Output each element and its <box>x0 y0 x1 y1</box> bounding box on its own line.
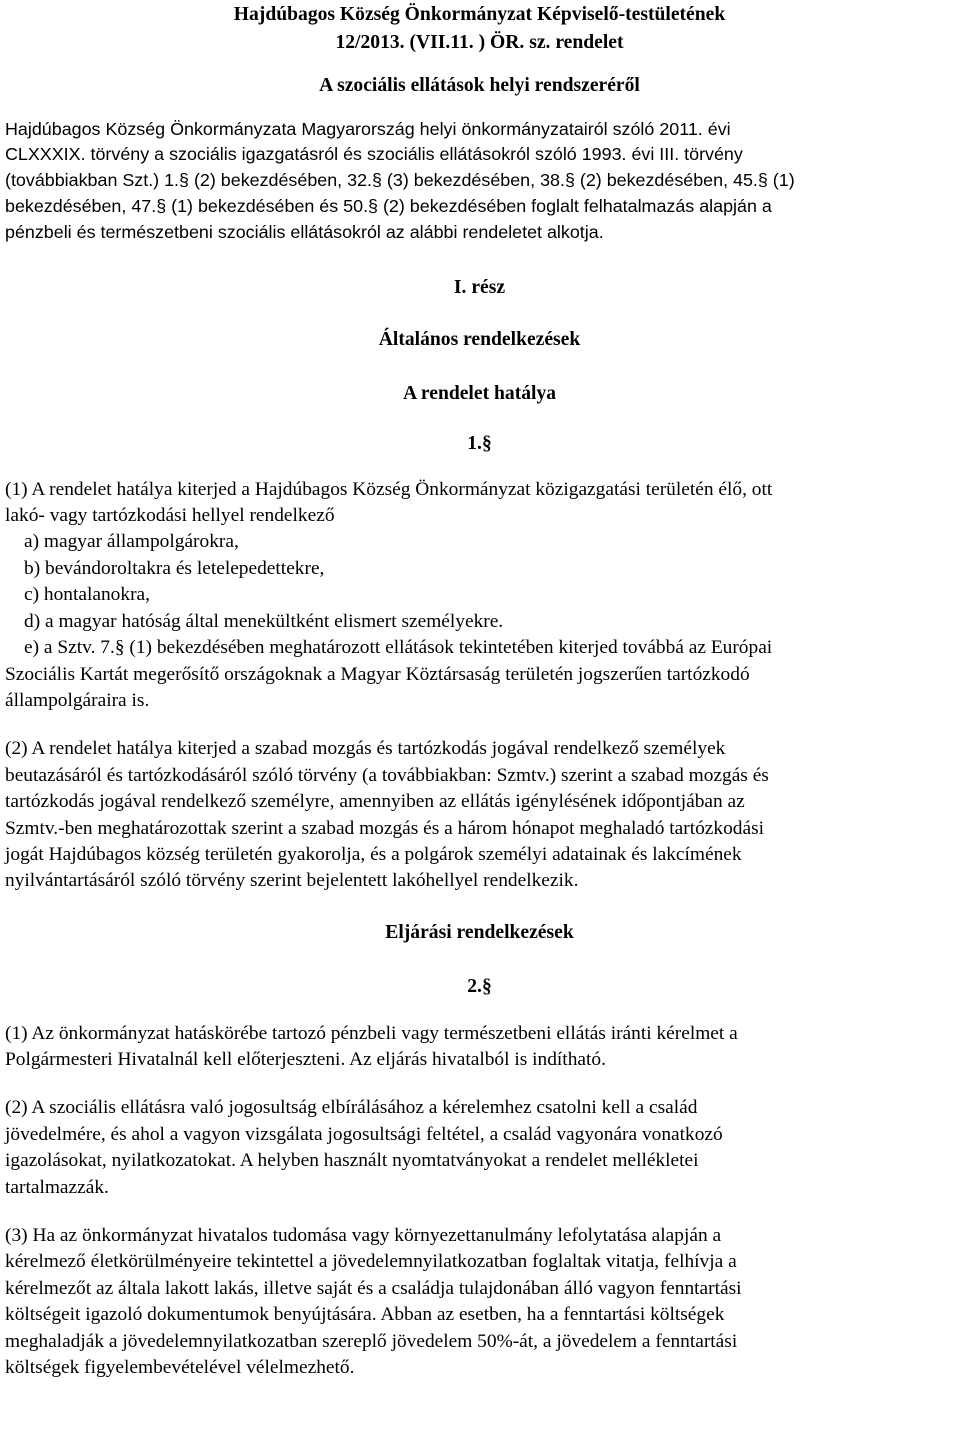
paragraph-line: költségeit igazoló dokumentumok benyújtására. Abban az esetben, ha a fenntartási költségek <box>5 1304 725 1326</box>
list-item: d) a magyar hatóság által menekültként elismert személyekre. <box>24 610 504 632</box>
paragraph-line: Szociális Kartát megerősítő országoknak a Magyar Köztársaság területén jogszerűen tartózkodó <box>5 663 750 685</box>
paragraph-line: tartózkodás jogával rendelkező személyre, amennyiben az ellátás igénylésének időpontjában az <box>5 791 745 813</box>
document-subject: A szociális ellátások helyi rendszeréről <box>319 75 640 96</box>
paragraph-line: beutazásáról és tartózkodásáról szóló törvény (a továbbiakban: Szmtv.) szerint a szabad mozgás és <box>5 764 769 786</box>
paragraph-line: nyilvántartásáról szóló törvény szerint bejelentett lakóhellyel rendelkezik. <box>5 870 579 892</box>
list-item: c) hontalanokra, <box>24 584 150 606</box>
paragraph-line: jogát Hajdúbagos község területén gyakorolja, és a polgárok személyi adatainak és lakcímének <box>5 843 742 865</box>
paragraph-line: költségek figyelembevételével vélelmezhető. <box>5 1357 355 1379</box>
preamble <box>5 117 954 247</box>
paragraph-line: kérelmezőt az általa lakott lakás, illetve saját és a családja tulajdonában álló vagyon fenntartási <box>5 1277 742 1299</box>
preamble-line: CLXXXIX. törvény a szociális igazgatásról és szociális ellátásokról szóló 1993. évi III. törvény <box>5 144 743 165</box>
paragraph-line: Szmtv.-ben meghatározottak szerint a szabad mozgás és a három hónapot meghaladó tartózkodási <box>5 817 765 839</box>
list-item: a) magyar állampolgárokra, <box>24 531 239 553</box>
preamble-line: (továbbiakban Szt.) 1.§ (2) bekezdésében, 32.§ (3) bekezdésében, 38.§ (2) bekezdésében, 45.§ (1) <box>5 170 795 191</box>
list-item: e) a Sztv. 7.§ (1) bekezdésében meghatározott ellátások tekintetében kiterjed továbbá az Európai <box>24 637 773 659</box>
paragraph <box>5 736 954 894</box>
document-title-line2: 12/2013. (VII.11. ) ÖR. sz. rendelet <box>335 31 624 53</box>
chapter-title: A rendelet hatálya <box>402 382 557 404</box>
preamble-line: Hajdúbagos Község Önkormányzata Magyarország helyi önkormányzatairól szóló 2011. évi <box>5 118 731 139</box>
paragraph-line: (1) A rendelet hatálya kiterjed a Hajdúbagos Község Önkormányzat közigazgatási területén élő, ott <box>5 478 773 500</box>
paragraph-line: jövedelmére, és ahol a vagyon vizsgálata jogosultsági feltétel, a család vagyonára vonatkozó <box>5 1123 723 1145</box>
paragraph-line: tartalmazzák. <box>5 1176 109 1198</box>
paragraph-line: állampolgáraira is. <box>5 689 150 711</box>
section-2-body <box>5 1021 954 1382</box>
paragraph <box>5 1223 954 1381</box>
document-title-line1: Hajdúbagos Község Önkormányzat Képviselő-testületének <box>233 4 726 25</box>
paragraph-line: Polgármesteri Hivatalnál kell előterjeszteni. Az eljárás hivatalból is indítható. <box>5 1048 606 1070</box>
paragraph-line: (2) A rendelet hatálya kiterjed a szabad mozgás és tartózkodás jogával rendelkező személyek <box>5 738 726 760</box>
paragraph <box>5 1095 954 1201</box>
paragraph-line: igazolásokat, nyilatkozatokat. A helyben használt nyomtatványokat a rendelet mellékletei <box>5 1150 699 1172</box>
preamble-line: pénzbeli és természetbeni szociális ellátásokról az alábbi rendeletet alkotja. <box>5 222 604 243</box>
paragraph-line: lakó- vagy tartózkodási hellyel rendelkező <box>5 505 335 527</box>
part-title: Általános rendelkezések <box>378 329 581 351</box>
paragraph-line: (3) Ha az önkormányzat hivatalos tudomása vagy környezettanulmány lefolytatása alapján a <box>5 1225 722 1246</box>
paragraph-line: (1) Az önkormányzat hatáskörébe tartozó pénzbeli vagy természetbeni ellátás iránti kérelmet a <box>5 1022 738 1044</box>
paragraph-line: (2) A szociális ellátásra való jogosultság elbírálásához a kérelemhez csatolni kell a család <box>5 1097 698 1119</box>
chapter-title: Eljárási rendelkezések <box>385 921 574 943</box>
preamble-line: bekezdésében, 47.§ (1) bekezdésében és 50.§ (2) bekezdésében foglalt felhatalmazás alapján a <box>5 196 772 217</box>
section-number: 1.§ <box>467 433 492 455</box>
section-number: 2.§ <box>467 976 492 998</box>
list-item: b) bevándoroltakra és letelepedettekre, <box>24 557 325 579</box>
paragraph-line: kérelmező életkörülményeire tekintettel a jövedelemnyilatkozatban foglaltak vitatja, felhívja a <box>5 1251 737 1273</box>
section-1-body <box>5 477 954 895</box>
part-label: I. rész <box>453 277 506 299</box>
paragraph-line: meghaladják a jövedelemnyilatkozatban szereplő jövedelem 50%-át, a jövedelem a fenntartási <box>5 1330 738 1352</box>
